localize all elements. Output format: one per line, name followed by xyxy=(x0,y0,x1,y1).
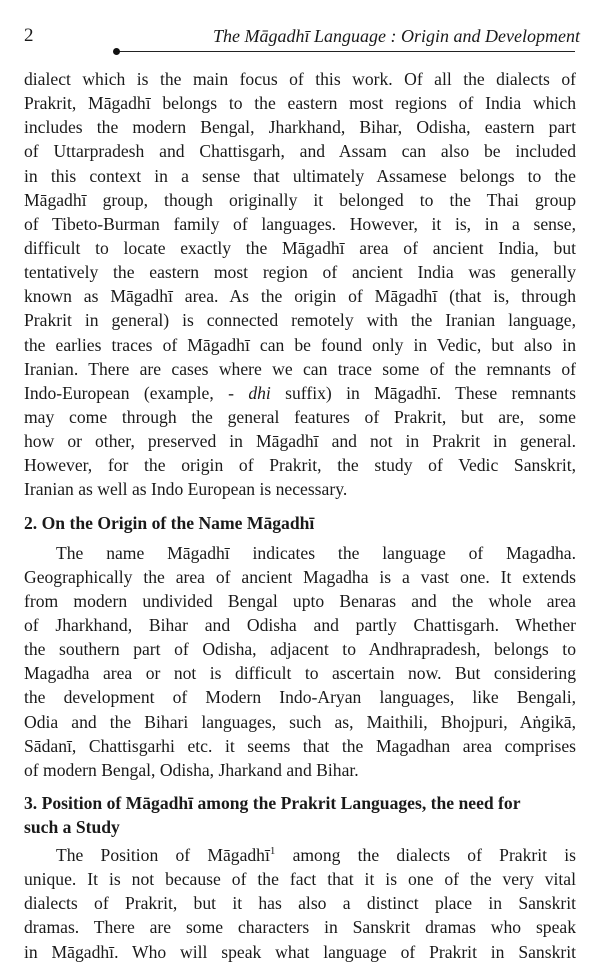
text-line: The name Māgadhī indicates the language of Magadha. xyxy=(56,542,576,563)
text-line: Māgadhī group, though originally it belonged to the Thai group xyxy=(24,189,576,210)
text-line: unique. It is not because of the fact that it is one of the very vital xyxy=(24,869,576,890)
text-line: Sādanī, Chattisgarhi etc. it seems that the Magadhan area comprises xyxy=(24,735,576,756)
text-line: Prakrit in general) is connected remotely with the Iranian language, xyxy=(24,310,576,331)
text-line: from modern undivided Bengal upto Benaras and the whole area xyxy=(24,590,576,611)
text-line: Odia and the Bihari languages, such as, Maithili, Bhojpuri, Aṅgikā, xyxy=(24,711,576,732)
paragraph-3 xyxy=(24,843,576,964)
page-number: 2 xyxy=(24,25,34,46)
running-head: The Māgadhī Language : Origin and Development xyxy=(213,26,580,46)
body-text xyxy=(24,67,576,964)
text-line: how or other, preserved in Māgadhī and not in Prakrit in general. xyxy=(24,431,576,452)
text-line: dramas. There are some characters in Sanskrit dramas who speak xyxy=(24,917,576,938)
header-rule xyxy=(117,51,575,52)
text-line: Iranian as well as Indo European is necessary. xyxy=(24,479,348,500)
section-2-heading: 2. On the Origin of the Name Māgadhī xyxy=(24,512,315,533)
text-line: tentatively the eastern most region of ancient India was generally xyxy=(24,262,576,283)
page-header xyxy=(24,24,580,52)
italic-suffix: dhi xyxy=(248,382,271,403)
text-segment: Indo-European (example, - xyxy=(24,382,249,403)
text-line: known as Māgadhī area. As the origin of Māgadhī (that is, through xyxy=(24,286,576,307)
text-line: the southern part of Odisha, adjacent to Andhrapradesh, belongs to xyxy=(24,639,576,660)
text-segment: suffix) in Māgadhī. These remnants xyxy=(270,382,576,403)
text-line: dialects of Prakrit, but it has also a distinct place in Sanskrit xyxy=(24,893,576,914)
section-3-heading xyxy=(24,791,576,839)
text-line: dialect which is the main focus of this work. Of all the dialects of xyxy=(24,69,576,89)
text-line: However, for the origin of Prakrit, the study of Vedic Sanskrit, xyxy=(24,455,576,476)
text-line: Iranian. There are cases where we can trace some of the remnants of xyxy=(24,358,576,379)
text-line: Magadha area or not is difficult to ascertain now. But considering xyxy=(24,663,576,684)
heading-line: such a Study xyxy=(24,816,120,837)
text-line-with-footnote xyxy=(24,843,576,867)
text-line: may come through the general features of Prakrit, but are, some xyxy=(24,406,576,427)
heading-line: 3. Position of Māgadhī among the Prakrit Languages, the need for xyxy=(24,792,521,813)
footnote-marker: 1 xyxy=(269,845,276,858)
text-line: of modern Bengal, Odisha, Jharkand and Bihar. xyxy=(24,759,359,780)
text-line: the earlies traces of Māgadhī can be found only in Vedic, but also in xyxy=(24,334,576,355)
paragraph-2 xyxy=(24,541,576,782)
text-line: of Jharkhand, Bihar and Odisha and partly Chattisgarh. Whether xyxy=(24,614,576,635)
text-line: includes the modern Bengal, Jharkhand, Bihar, Odisha, eastern part xyxy=(24,117,576,138)
text-line: difficult to locate exactly the Māgadhī area of ancient India, but xyxy=(24,237,576,258)
text-line: the development of Modern Indo-Aryan languages, like Bengali, xyxy=(24,687,576,708)
text-line: in this context in a sense that ultimately Assamese belongs to the xyxy=(24,165,576,186)
text-line: of Uttarpradesh and Chattisgarh, and Assam can also be included xyxy=(24,141,576,162)
paragraph-1 xyxy=(24,67,576,502)
text-line: of Tibeto-Burman family of languages. However, it is, in a sense, xyxy=(24,213,576,234)
text-line: Geographically the area of ancient Magadha is a vast one. It extends xyxy=(24,566,576,587)
header-rule-ornament xyxy=(113,48,120,55)
text-line: in Māgadhī. Who will speak what language of Prakrit in Sanskrit xyxy=(24,941,576,962)
text-line: Prakrit, Māgadhī belongs to the eastern most regions of India which xyxy=(24,93,576,114)
text-segment: among the dialects of Prakrit is xyxy=(275,844,576,865)
text-segment: The Position of Māgadhī xyxy=(56,844,270,865)
text-line-with-italic xyxy=(24,381,576,405)
